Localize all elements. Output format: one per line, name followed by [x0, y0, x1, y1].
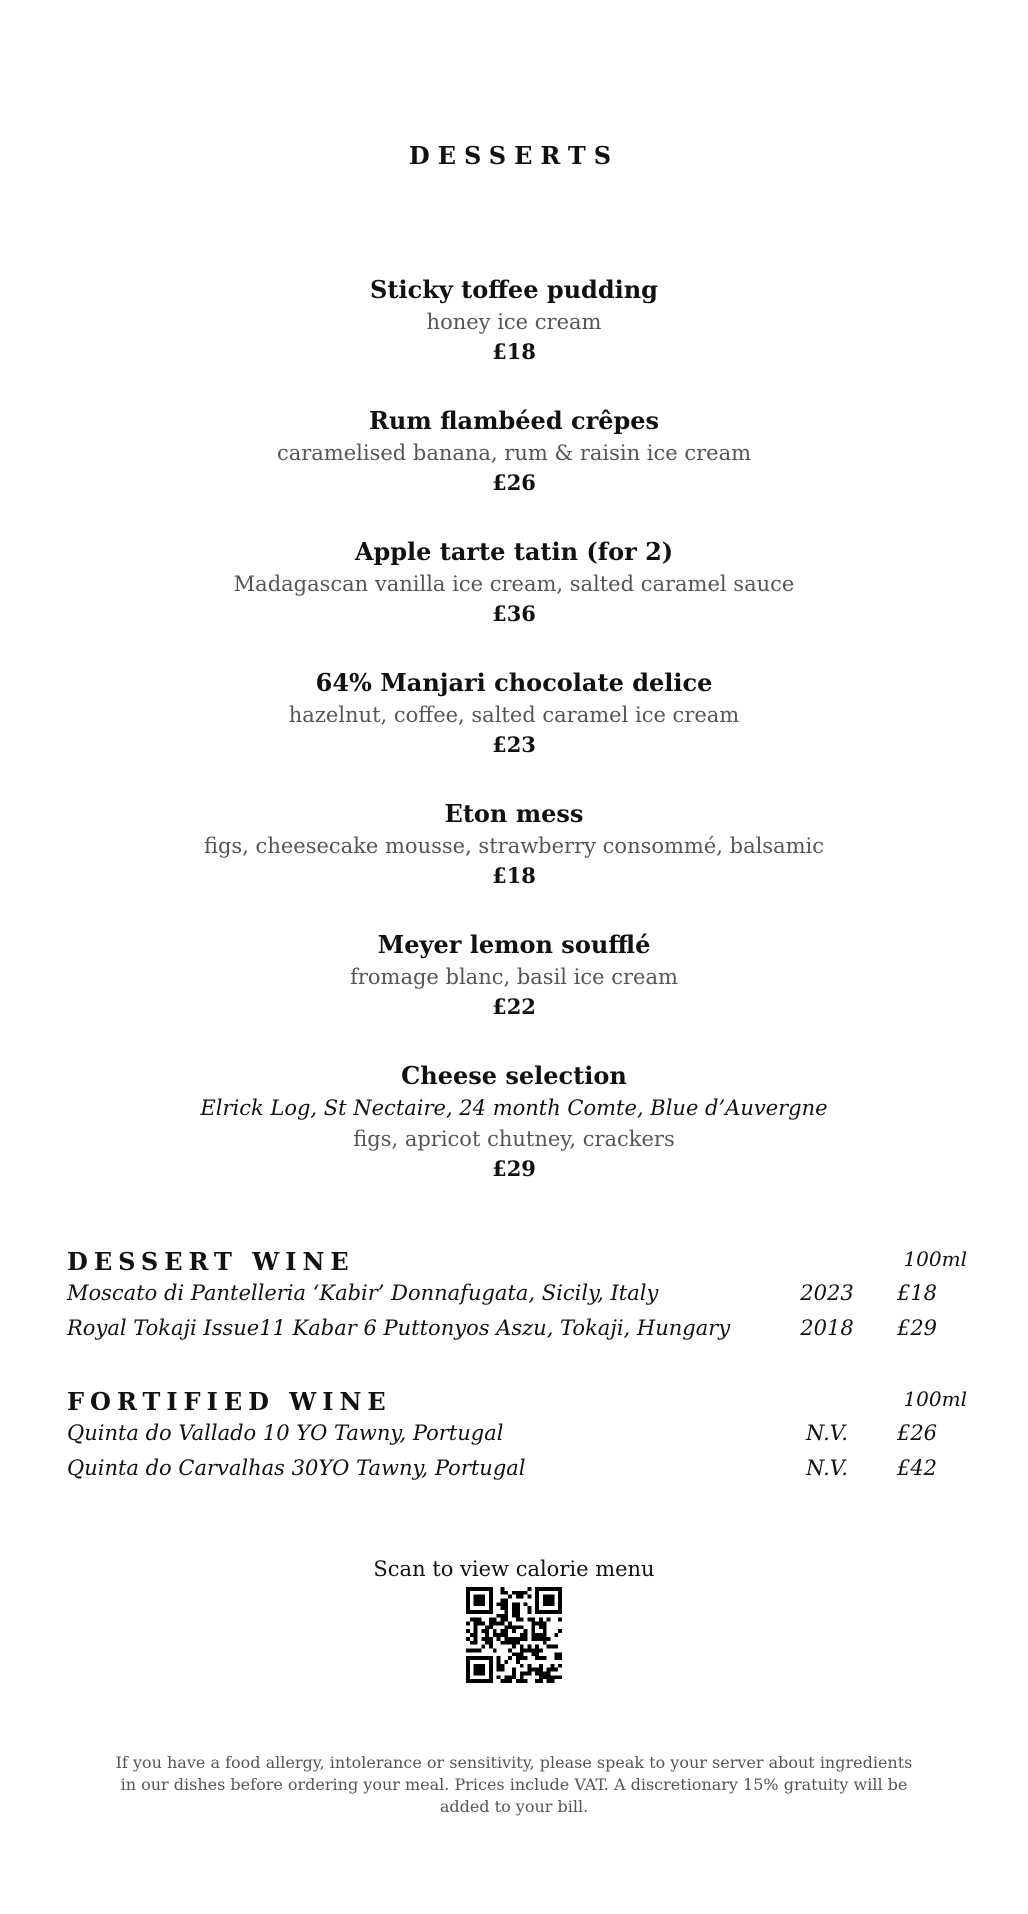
wine-price: £29 — [896, 1316, 938, 1340]
dessert-item — [0, 666, 1028, 797]
page-title: DESSERTS — [408, 141, 620, 170]
fortified-wine-header — [67, 1387, 967, 1421]
dessert-price: £22 — [492, 994, 536, 1019]
dessert-price: £18 — [492, 863, 536, 888]
dessert-wine-heading: DESSERT WINE — [67, 1247, 355, 1276]
dessert-description: Madagascan vanilla ice cream, salted caramel sauce — [233, 572, 795, 596]
wine-name: Quinta do Vallado 10 YO Tawny, Portugal — [67, 1421, 504, 1445]
wine-price: £26 — [896, 1421, 938, 1445]
wine-year: 2018 — [800, 1316, 854, 1340]
dessert-wine-section — [67, 1247, 967, 1351]
cheese-name: Cheese selection — [401, 1061, 627, 1090]
dessert-description: fromage blanc, basil ice cream — [350, 965, 678, 989]
wine-price: £42 — [896, 1456, 938, 1480]
dessert-item — [0, 797, 1028, 928]
wine-name: Moscato di Pantelleria ‘Kabir’ Donnafugata, Sicily, Italy — [67, 1281, 659, 1305]
dessert-name: Sticky toffee pudding — [370, 275, 658, 304]
wine-row — [67, 1316, 967, 1351]
dessert-item — [0, 273, 1028, 404]
wine-name: Royal Tokaji Issue11 Kabar 6 Puttonyos Aszu, Tokaji, Hungary — [67, 1316, 731, 1340]
cheese-price: £29 — [492, 1156, 536, 1181]
fortified-wine-heading: FORTIFIED WINE — [67, 1387, 392, 1416]
dessert-wine-header — [67, 1247, 967, 1281]
dessert-price: £26 — [492, 470, 536, 495]
wine-name: Quinta do Carvalhas 30YO Tawny, Portugal — [67, 1456, 526, 1480]
dessert-description: caramelised banana, rum & raisin ice cream — [276, 441, 752, 465]
calorie-menu-label: Scan to view calorie menu — [373, 1557, 655, 1581]
wine-row — [67, 1456, 967, 1491]
cheese-description: figs, apricot chutney, crackers — [353, 1127, 675, 1151]
dessert-item — [0, 928, 1028, 1059]
dessert-description: figs, cheesecake mousse, strawberry consommé, balsamic — [203, 834, 824, 858]
dessert-name: Rum flambéed crêpes — [368, 406, 660, 435]
dessert-wine-measure: 100ml — [903, 1247, 967, 1271]
fortified-wine-section — [67, 1387, 967, 1491]
wine-year: N.V. — [806, 1421, 848, 1445]
wine-year: N.V. — [806, 1456, 848, 1480]
dessert-name: 64% Manjari chocolate delice — [315, 668, 713, 697]
fortified-wine-measure: 100ml — [903, 1387, 967, 1411]
dessert-price: £36 — [492, 601, 536, 626]
dessert-name: Apple tarte tatin (for 2) — [354, 537, 674, 566]
dessert-price: £18 — [492, 339, 536, 364]
wine-row — [67, 1281, 967, 1316]
dessert-description: honey ice cream — [426, 310, 602, 334]
dessert-list — [0, 273, 1028, 1184]
dessert-name: Meyer lemon soufflé — [377, 930, 651, 959]
dessert-item — [0, 404, 1028, 535]
qr-code-icon[interactable] — [466, 1587, 562, 1683]
wine-year: 2023 — [800, 1281, 854, 1305]
dessert-price: £23 — [492, 732, 536, 757]
dessert-item — [0, 535, 1028, 666]
dessert-description: hazelnut, coffee, salted caramel ice cream — [288, 703, 740, 727]
wine-price: £18 — [896, 1281, 938, 1305]
wine-row — [67, 1421, 967, 1456]
cheese-list: Elrick Log, St Nectaire, 24 month Comte, Blue d’Auvergne — [200, 1096, 828, 1120]
allergy-notice: If you have a food allergy, intolerance or sensitivity, please speak to your server about ingredients in our dishes before ordering your meal. Prices include VAT. A discretionary 15% gratuity will be added to your bill. — [115, 1753, 913, 1816]
cheese-selection — [0, 1059, 1028, 1184]
dessert-name: Eton mess — [444, 799, 584, 828]
